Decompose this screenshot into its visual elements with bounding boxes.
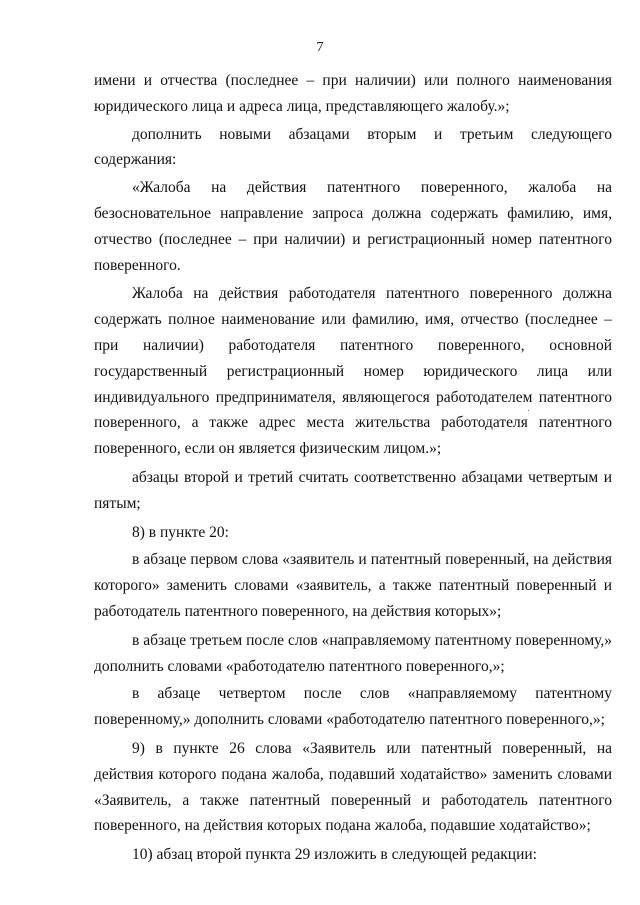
paragraph-9: в абзаце четвертом после слов «направляемому патентному поверенному,» дополнить словами «работодателю патентного поверенного,»; [94, 685, 612, 729]
paragraph-11: 10) абзац второй пункта 29 изложить в следующей редакции: [132, 846, 537, 864]
page-number: 7 [316, 40, 324, 55]
paragraph-8: в абзаце третьем после слов «направляемому патентному поверенному,» дополнить словами «работодателю патентного поверенного,»; [94, 631, 612, 675]
scan-speck [528, 410, 529, 411]
paragraph-3: «Жалоба на действия патентного поверенного, жалоба на безосновательное направление запроса должна содержать фамилию, имя, отчество (последнее – при наличии) и регистрационный номер патентного поверенного. [94, 179, 612, 274]
paragraph-5: абзацы второй и третий считать соответственно абзацами четвертым и пятым; [94, 468, 612, 512]
paragraph-6: 8) в пункте 20: [132, 523, 229, 541]
document-body [94, 68, 612, 870]
paragraph-7: в абзаце первом слова «заявитель и патентный поверенный, на действия которого» заменить словами «заявитель, а также патентный поверенный и работодатель патентного поверенного, на действия которых»; [94, 551, 612, 620]
paragraph-10: 9) в пункте 26 слова «Заявитель или патентный поверенный, на действия которого подана жалоба, подавший ходатайство» заменить словами «Заявитель, а также патентный поверенный и работодатель патентного поверенного, на действия которых подана жалоба, подавшие ходатайство»; [94, 739, 612, 835]
paragraph-2: дополнить новыми абзацами вторым и третьим следующего содержания: [94, 125, 612, 169]
paragraph-4: Жалоба на действия работодателя патентного поверенного должна содержать полное наименование или фамилию, имя, отчество (последнее – при наличии) работодателя патентного поверенного, основной государственный регистрационный номер юридического лица или индивидуального предпринимателя, являющегося работодателем патентного поверенного, а также адрес места жительства работодателя патентного поверенного, если он является физическим лицом.»; [94, 285, 612, 458]
paragraph-1: имени и отчества (последнее – при наличии) или полного наименования юридического лица и адреса лица, представляющего жалобу.»; [94, 72, 612, 115]
